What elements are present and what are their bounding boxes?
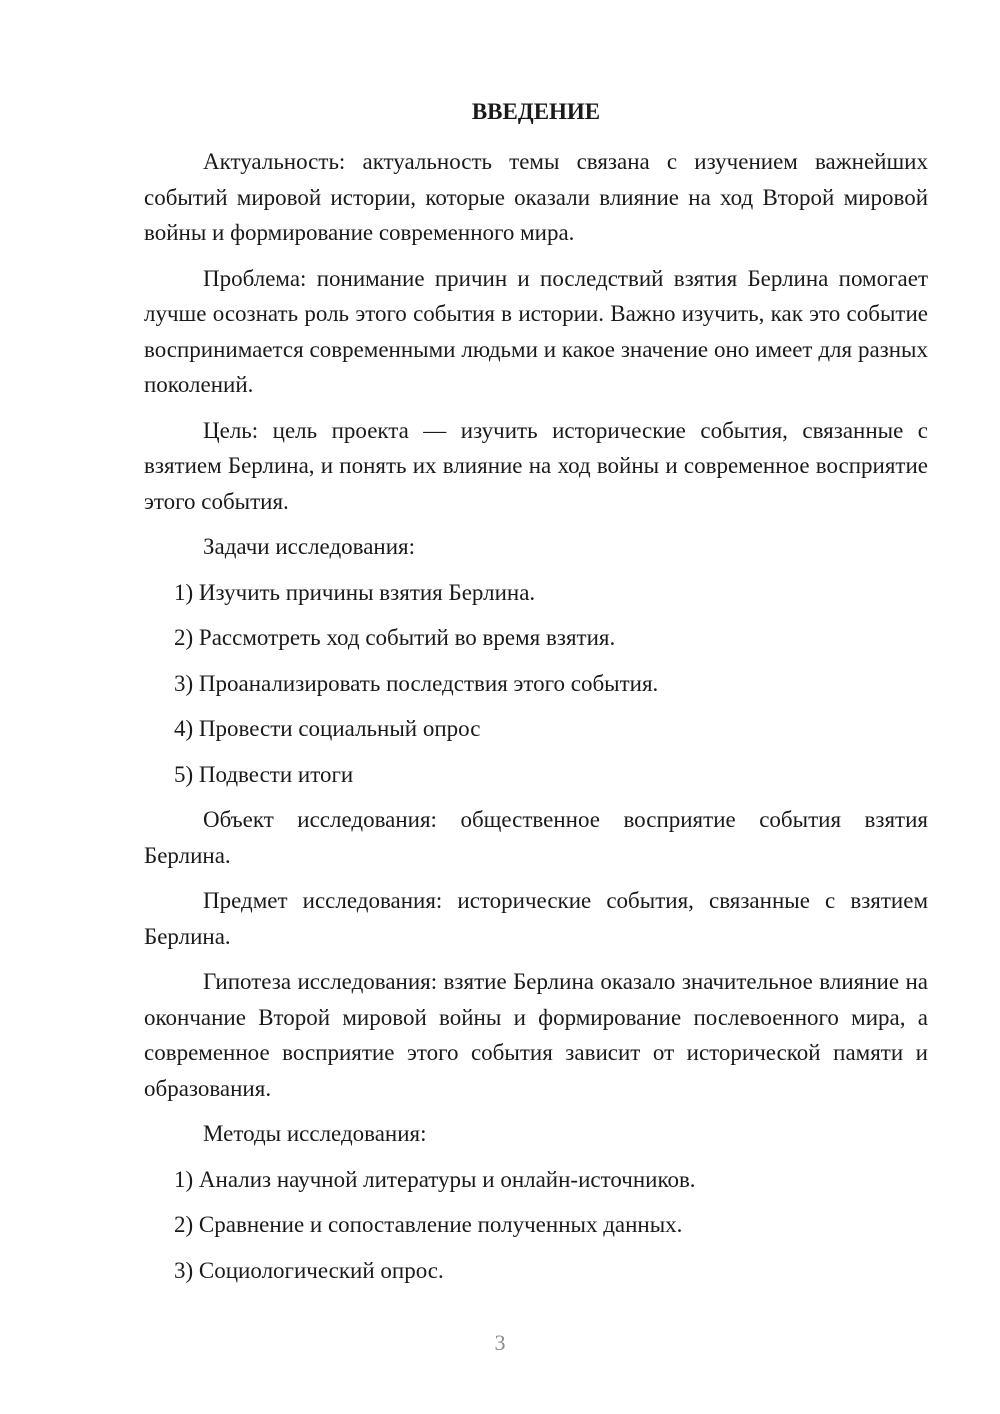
task-item: 1) Изучить причины взятия Берлина. bbox=[174, 579, 536, 605]
page-number: 3 bbox=[494, 1330, 506, 1355]
task-item: 3) Проанализировать последствия этого события. bbox=[174, 670, 659, 696]
object-paragraph: Объект исследования: общественное восприятие события взятия Берлина. bbox=[144, 807, 928, 868]
hypothesis-paragraph: Гипотеза исследования: взятие Берлина оказало значительное влияние на окончание Второй мировой войны и формирование послевоенного мира, а современное восприятие этого события зависит от исторической памяти и образования. bbox=[144, 969, 928, 1101]
document-page bbox=[144, 96, 928, 1298]
goal-paragraph: Цель: цель проекта — изучить исторические события, связанные с взятием Берлина, и понять их влияние на ход войны и современное восприятие этого события. bbox=[144, 417, 928, 514]
methods-label: Методы исследования: bbox=[203, 1121, 427, 1146]
task-item: 5) Подвести итоги bbox=[174, 761, 354, 787]
task-item: 2) Рассмотреть ход событий во время взятия. bbox=[174, 625, 616, 650]
problem-paragraph: Проблема: понимание причин и последствий взятия Берлина помогает лучше осознать роль этого события в истории. Важно изучить, как это событие воспринимается современными людьми и какое значение оно имеет для разных поколений. bbox=[144, 265, 928, 397]
tasks-list bbox=[144, 575, 928, 793]
method-item: 2) Сравнение и сопоставление полученных данных. bbox=[174, 1212, 683, 1237]
task-item: 4) Провести социальный опрос bbox=[174, 716, 481, 741]
section-heading: ВВЕДЕНИЕ bbox=[471, 99, 601, 124]
method-item: 3) Социологический опрос. bbox=[174, 1257, 444, 1283]
relevance-paragraph: Актуальность: актуальность темы связана с изучением важнейших событий мировой истории, которые оказали влияние на ход Второй мировой войны и формирование современного мира. bbox=[144, 149, 928, 245]
methods-list bbox=[144, 1162, 928, 1289]
method-item: 1) Анализ научной литературы и онлайн-источников. bbox=[174, 1166, 696, 1192]
subject-paragraph: Предмет исследования: исторические события, связанные с взятием Берлина. bbox=[144, 888, 928, 949]
tasks-label: Задачи исследования: bbox=[203, 534, 416, 559]
